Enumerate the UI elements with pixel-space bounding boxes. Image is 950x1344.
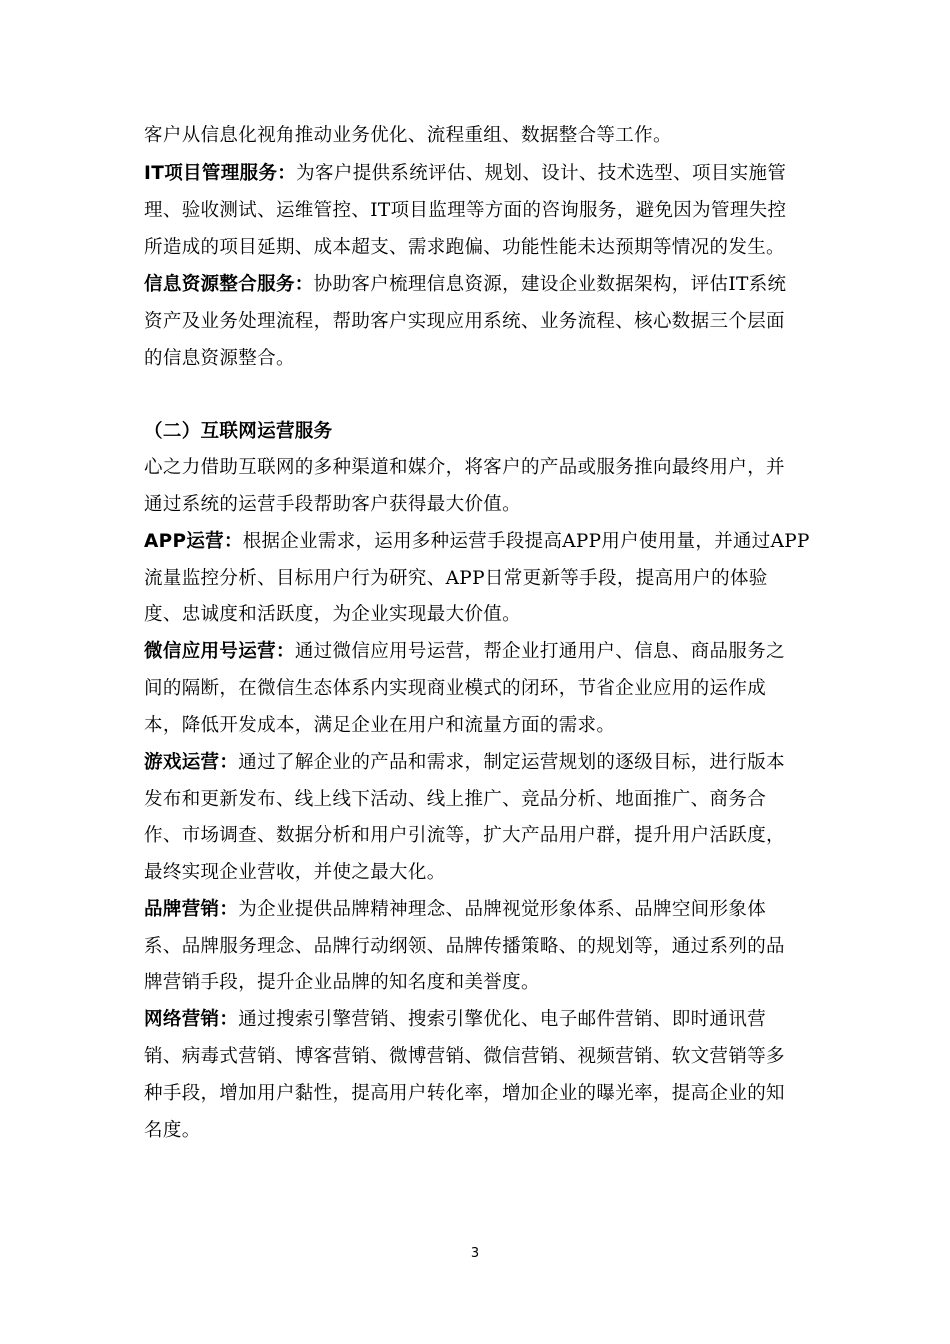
page-number: 3 [470,1246,480,1261]
paragraph-text: 牌营销手段，提升企业品牌的知名度和美誉度。 [144,972,540,993]
app-ops-line-1 [144,530,810,554]
wechat-ops-heading: 微信应用号运营： [144,641,295,662]
game-ops-heading: 游戏运营： [144,752,239,773]
info-resource-line-3 [144,347,295,371]
section-intro-line-1 [144,456,785,480]
paragraph-text: 最终实现企业营收，并使之最大化。 [144,862,446,883]
paragraph-text: 通过搜索引擎营销、搜索引擎优化、电子邮件营销、即时通讯营 [238,1009,767,1030]
info-resource-line-1 [144,273,786,297]
paragraph-text: 根据企业需求，运用多种运营手段提高APP用户使用量，并通过APP [242,531,810,552]
paragraph-text: 客户从信息化视角推动业务优化、流程重组、数据整合等工作。 [144,125,672,146]
paragraph-text: 的信息资源整合。 [144,348,295,369]
section-intro-line-2 [144,493,521,517]
app-ops-heading: APP运营： [144,531,243,552]
section-title: （二）互联网运营服务 [144,421,333,442]
paragraph-text: 资产及业务处理流程，帮助客户实现应用系统、业务流程、核心数据三个层面 [144,311,785,332]
paragraph-text: 种手段，增加用户黏性，提高用户转化率，增加企业的曝光率，提高企业的知 [144,1083,785,1104]
intro-tail-line [144,124,672,148]
paragraph-text: 本，降低开发成本，满足企业在用户和流量方面的需求。 [144,715,616,736]
app-ops-line-2 [144,567,768,591]
it-project-line-1 [144,162,786,186]
game-ops-line-4 [144,861,446,885]
brand-marketing-line-3 [144,971,540,995]
paragraph-text: 通过了解企业的产品和需求，制定运营规划的逐级目标，进行版本 [238,752,785,773]
paragraph-text: 通过系统的运营手段帮助客户获得最大价值。 [144,494,522,515]
brand-marketing-heading: 品牌营销： [144,899,239,920]
paragraph-text: 为企业提供品牌精神理念、品牌视觉形象体系、品牌空间形象体 [238,899,767,920]
paragraph-text: 间的隔断，在微信生态体系内实现商业模式的闭环，节省企业应用的运作成 [144,678,767,699]
wechat-ops-line-1 [144,640,785,664]
paragraph-text: 流量监控分析、目标用户行为研究、APP日常更新等手段，提高用户的体验 [144,568,768,589]
paragraph-text: 协助客户梳理信息资源，建设企业数据架构，评估IT系统 [313,274,787,295]
net-marketing-line-1 [144,1008,766,1032]
paragraph-text: 理、验收测试、运维管控、IT项目监理等方面的咨询服务，避免因为管理失控 [144,200,787,221]
info-resource-line-2 [144,310,785,334]
it-project-line-3 [144,236,785,260]
paragraph-text: 名度。 [144,1120,201,1141]
brand-marketing-line-1 [144,898,766,922]
net-marketing-line-3 [144,1082,785,1106]
net-marketing-line-4 [144,1119,201,1143]
wechat-ops-line-2 [144,677,766,701]
it-project-line-2 [144,199,786,223]
paragraph-text: 所造成的项目延期、成本超支、需求跑偏、功能性能未达预期等情况的发生。 [144,237,785,258]
paragraph-text: 发布和更新发布、线上线下活动、线上推广、竞品分析、地面推广、商务合 [144,789,767,810]
paragraph-text: 为客户提供系统评估、规划、设计、技术选型、项目实施管 [296,163,787,184]
game-ops-line-1 [144,751,785,775]
net-marketing-line-2 [144,1045,785,1069]
paragraph-text: 作、市场调查、数据分析和用户引流等，扩大产品用户群，提升用户活跃度， [144,825,785,846]
paragraph-text: 通过微信应用号运营，帮企业打通用户、信息、商品服务之 [294,641,785,662]
paragraph-text: 心之力借助互联网的多种渠道和媒介，将客户的产品或服务推向最终用户，并 [144,457,785,478]
game-ops-line-3 [144,824,785,848]
it-project-heading: IT项目管理服务： [144,163,297,184]
brand-marketing-line-2 [144,935,785,959]
info-resource-heading: 信息资源整合服务： [144,274,314,295]
wechat-ops-line-3 [144,714,615,738]
paragraph-text: 度、忠诚度和活跃度，为企业实现最大价值。 [144,604,522,625]
app-ops-line-3 [144,603,521,627]
paragraph-text: 系、品牌服务理念、品牌行动纲领、品牌传播策略、的规划等，通过系列的品 [144,936,785,957]
net-marketing-heading: 网络营销： [144,1009,239,1030]
game-ops-line-2 [144,788,766,812]
paragraph-text: 销、病毒式营销、博客营销、微博营销、微信营销、视频营销、软文营销等多 [144,1046,785,1067]
